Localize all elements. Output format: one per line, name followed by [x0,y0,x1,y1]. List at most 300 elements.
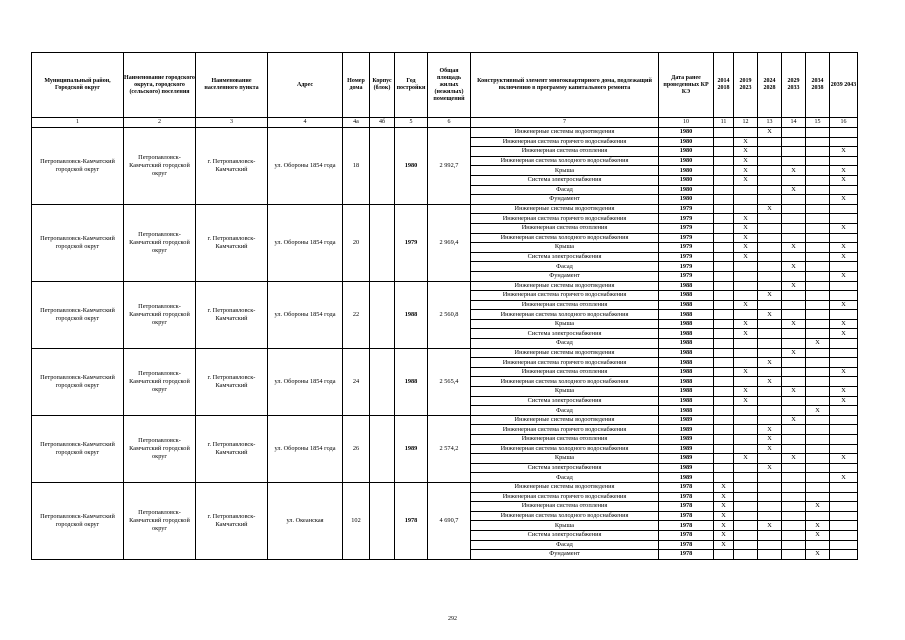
prev-repair-cell: 1978 [659,502,714,512]
period-mark-cell [714,156,734,166]
element-name-cell: Инженерная система холодного водоснабжения [471,444,659,454]
period-mark-cell [806,204,830,214]
year-cell: 1978 [395,482,428,559]
period-mark-cell [782,214,806,224]
period-mark-cell [782,377,806,387]
element-name-cell: Инженерные системы водоотведения [471,415,659,425]
period-mark-cell: X [830,195,858,205]
period-mark-cell [714,243,734,253]
header-period-2039: 2039 2043 [830,53,858,118]
period-mark-cell [830,550,858,560]
prev-repair-cell: 1989 [659,454,714,464]
period-mark-cell [782,492,806,502]
address-cell: ул. Обороны 1854 года [268,281,343,348]
period-mark-cell: X [734,166,758,176]
period-mark-cell [806,348,830,358]
period-mark-cell [714,463,734,473]
period-mark-cell: X [734,367,758,377]
area-cell: 2 992,7 [428,128,471,205]
period-mark-cell [714,233,734,243]
period-mark-cell [806,425,830,435]
period-mark-cell [734,281,758,291]
prev-repair-cell: 1989 [659,435,714,445]
building-cell [370,204,395,281]
period-mark-cell [714,175,734,185]
element-name-cell: Инженерные системы водоотведения [471,204,659,214]
period-mark-cell: X [758,310,782,320]
period-mark-cell: X [734,156,758,166]
period-mark-cell: X [734,319,758,329]
column-numbers-row [32,118,858,128]
period-mark-cell: X [734,137,758,147]
element-name-cell: Фундамент [471,195,659,205]
period-mark-cell [830,358,858,368]
period-mark-cell [758,166,782,176]
element-name-cell: Система электроснабжения [471,175,659,185]
period-mark-cell [806,243,830,253]
period-mark-cell [734,128,758,138]
period-mark-cell: X [830,454,858,464]
element-name-cell: Инженерная система отопления [471,367,659,377]
period-mark-cell: X [734,214,758,224]
capital-repair-table [31,52,858,560]
prev-repair-cell: 1989 [659,444,714,454]
period-mark-cell [758,271,782,281]
period-mark-cell [714,425,734,435]
element-name-cell: Крыша [471,243,659,253]
area-cell: 2 560,8 [428,281,471,348]
element-name-cell: Фундамент [471,550,659,560]
period-mark-cell [806,185,830,195]
period-mark-cell [782,473,806,483]
element-name-cell: Система электроснабжения [471,396,659,406]
period-mark-cell [758,223,782,233]
period-mark-cell [734,540,758,550]
period-mark-cell [734,530,758,540]
period-mark-cell: X [758,435,782,445]
prev-repair-cell: 1980 [659,128,714,138]
period-mark-cell [758,319,782,329]
district-cell: Петропавловск-Камчатский городской округ [32,482,124,559]
period-mark-cell: X [830,271,858,281]
element-name-cell: Система электроснабжения [471,252,659,262]
period-mark-cell [806,444,830,454]
period-mark-cell [830,415,858,425]
period-mark-cell [758,195,782,205]
period-mark-cell [714,147,734,157]
column-number: 15 [806,118,830,128]
settlement-cell: Петропавловск-Камчатский городской округ [124,482,196,559]
prev-repair-cell: 1988 [659,396,714,406]
period-mark-cell: X [734,329,758,339]
prev-repair-cell: 1980 [659,166,714,176]
period-mark-cell: X [830,147,858,157]
area-cell: 2 969,4 [428,204,471,281]
header-row [32,53,858,118]
period-mark-cell [830,137,858,147]
header-district: Муниципальный район, Городской округ [32,53,124,118]
period-mark-cell [714,291,734,301]
period-mark-cell [758,482,782,492]
prev-repair-cell: 1988 [659,358,714,368]
period-mark-cell [830,156,858,166]
year-cell: 1988 [395,281,428,348]
period-mark-cell [714,223,734,233]
period-mark-cell: X [734,175,758,185]
period-mark-cell: X [758,291,782,301]
period-mark-cell [734,406,758,416]
period-mark-cell [806,396,830,406]
header-period-2014: 2014 2018 [714,53,734,118]
period-mark-cell [758,214,782,224]
house-number-cell: 24 [343,348,370,415]
table-row [32,415,858,425]
period-mark-cell [806,492,830,502]
period-mark-cell [830,435,858,445]
period-mark-cell [782,367,806,377]
element-name-cell: Инженерная система горячего водоснабжения [471,137,659,147]
element-name-cell: Инженерная система холодного водоснабжения [471,511,659,521]
period-mark-cell: X [830,387,858,397]
locality-cell: г. Петропавловск-Камчатский [196,348,268,415]
period-mark-cell [758,348,782,358]
table-row [32,482,858,492]
period-mark-cell [714,319,734,329]
building-cell [370,415,395,482]
year-cell: 1979 [395,204,428,281]
house-number-cell: 18 [343,128,370,205]
settlement-cell: Петропавловск-Камчатский городской округ [124,281,196,348]
period-mark-cell [806,128,830,138]
period-mark-cell [806,214,830,224]
period-mark-cell [806,281,830,291]
element-name-cell: Инженерная система холодного водоснабжения [471,156,659,166]
prev-repair-cell: 1978 [659,550,714,560]
header-period-2024: 2024 2028 [758,53,782,118]
period-mark-cell [714,358,734,368]
period-mark-cell: X [734,233,758,243]
period-mark-cell [806,358,830,368]
period-mark-cell [734,482,758,492]
period-mark-cell [806,156,830,166]
column-number: 3 [196,118,268,128]
house-number-cell: 26 [343,415,370,482]
period-mark-cell [782,339,806,349]
period-mark-cell [806,377,830,387]
period-mark-cell [806,435,830,445]
column-number: 2 [124,118,196,128]
period-mark-cell [758,387,782,397]
period-mark-cell [782,128,806,138]
period-mark-cell [806,166,830,176]
element-name-cell: Система электроснабжения [471,463,659,473]
year-cell: 1988 [395,348,428,415]
column-number: 13 [758,118,782,128]
period-mark-cell [830,444,858,454]
period-mark-cell [806,463,830,473]
period-mark-cell [758,530,782,540]
address-cell: ул. Обороны 1854 года [268,348,343,415]
period-mark-cell: X [782,166,806,176]
period-mark-cell [714,454,734,464]
element-name-cell: Инженерная система отопления [471,223,659,233]
period-mark-cell: X [758,358,782,368]
period-mark-cell: X [714,492,734,502]
period-mark-cell [734,502,758,512]
period-mark-cell [830,339,858,349]
period-mark-cell [714,271,734,281]
prev-repair-cell: 1988 [659,310,714,320]
locality-cell: г. Петропавловск-Камчатский [196,281,268,348]
period-mark-cell [734,310,758,320]
period-mark-cell [714,348,734,358]
period-mark-cell: X [734,147,758,157]
period-mark-cell [782,147,806,157]
period-mark-cell: X [758,444,782,454]
period-mark-cell [714,195,734,205]
element-name-cell: Фундамент [471,271,659,281]
header-locality: Наименование населенного пункта [196,53,268,118]
period-mark-cell [758,300,782,310]
building-cell [370,128,395,205]
element-name-cell: Инженерная система горячего водоснабжения [471,358,659,368]
address-cell: ул. Обороны 1854 года [268,128,343,205]
element-name-cell: Фасад [471,406,659,416]
locality-cell: г. Петропавловск-Камчатский [196,128,268,205]
period-mark-cell: X [830,243,858,253]
period-mark-cell [782,175,806,185]
period-mark-cell [758,502,782,512]
period-mark-cell [830,406,858,416]
element-name-cell: Инженерная система отопления [471,502,659,512]
period-mark-cell [734,195,758,205]
period-mark-cell [758,147,782,157]
period-mark-cell [806,415,830,425]
period-mark-cell: X [830,473,858,483]
period-mark-cell: X [782,281,806,291]
period-mark-cell [734,358,758,368]
prev-repair-cell: 1979 [659,233,714,243]
period-mark-cell [758,329,782,339]
period-mark-cell [758,339,782,349]
element-name-cell: Крыша [471,387,659,397]
period-mark-cell: X [734,300,758,310]
period-mark-cell: X [714,502,734,512]
header-prev-repair: Дата ранее проведенных КР КЭ [659,53,714,118]
period-mark-cell [806,300,830,310]
period-mark-cell [782,300,806,310]
element-name-cell: Инженерная система холодного водоснабжения [471,233,659,243]
column-number: 12 [734,118,758,128]
period-mark-cell [734,444,758,454]
building-cell [370,348,395,415]
period-mark-cell [758,367,782,377]
period-mark-cell [806,195,830,205]
address-cell: ул. Обороны 1854 года [268,415,343,482]
period-mark-cell [734,262,758,272]
period-mark-cell [806,233,830,243]
period-mark-cell [782,156,806,166]
period-mark-cell [830,492,858,502]
district-cell: Петропавловск-Камчатский городской округ [32,348,124,415]
header-settlement: Наименование городского округа, городского (сельского) поселения [124,53,196,118]
period-mark-cell [714,310,734,320]
period-mark-cell: X [734,387,758,397]
period-mark-cell: X [734,223,758,233]
prev-repair-cell: 1980 [659,156,714,166]
period-mark-cell: X [830,223,858,233]
period-mark-cell [830,233,858,243]
period-mark-cell [734,204,758,214]
period-mark-cell [714,444,734,454]
column-number: 10 [659,118,714,128]
period-mark-cell [758,473,782,483]
period-mark-cell [734,435,758,445]
period-mark-cell [714,166,734,176]
prev-repair-cell: 1979 [659,243,714,253]
period-mark-cell [714,415,734,425]
address-cell: ул. Океанская [268,482,343,559]
period-mark-cell: X [714,511,734,521]
element-name-cell: Инженерная система холодного водоснабжения [471,310,659,320]
element-name-cell: Крыша [471,521,659,531]
header-element: Конструктивный элемент многоквартирного дома, подлежащий включению в программу капитального ремонта [471,53,659,118]
period-mark-cell [734,521,758,531]
period-mark-cell: X [734,396,758,406]
year-cell: 1980 [395,128,428,205]
prev-repair-cell: 1989 [659,425,714,435]
period-mark-cell [830,262,858,272]
header-address: Адрес [268,53,343,118]
column-number: 14 [782,118,806,128]
period-mark-cell [830,281,858,291]
prev-repair-cell: 1980 [659,147,714,157]
table-row [32,348,858,358]
element-name-cell: Фасад [471,339,659,349]
element-name-cell: Фасад [471,473,659,483]
element-name-cell: Фасад [471,262,659,272]
period-mark-cell [782,502,806,512]
period-mark-cell: X [806,521,830,531]
page-number: 292 [448,616,457,622]
period-mark-cell [806,387,830,397]
period-mark-cell [758,540,782,550]
prev-repair-cell: 1988 [659,319,714,329]
period-mark-cell [714,339,734,349]
period-mark-cell [734,348,758,358]
prev-repair-cell: 1978 [659,492,714,502]
period-mark-cell: X [806,406,830,416]
period-mark-cell [782,396,806,406]
period-mark-cell: X [830,252,858,262]
area-cell: 2 574,2 [428,415,471,482]
element-name-cell: Инженерные системы водоотведения [471,482,659,492]
column-number: 7 [471,118,659,128]
period-mark-cell [758,233,782,243]
period-mark-cell [734,339,758,349]
header-period-2029: 2029 2033 [782,53,806,118]
period-mark-cell: X [714,530,734,540]
period-mark-cell [806,511,830,521]
district-cell: Петропавловск-Камчатский городской округ [32,128,124,205]
period-mark-cell [782,425,806,435]
element-name-cell: Инженерные системы водоотведения [471,128,659,138]
building-cell [370,482,395,559]
period-mark-cell [734,425,758,435]
period-mark-cell [782,406,806,416]
header-area: Общая площадь жилых (нежилых) помещений [428,53,471,118]
period-mark-cell [782,463,806,473]
period-mark-cell [734,492,758,502]
period-mark-cell [714,300,734,310]
period-mark-cell [830,348,858,358]
element-name-cell: Инженерная система холодного водоснабжения [471,377,659,387]
locality-cell: г. Петропавловск-Камчатский [196,415,268,482]
element-name-cell: Крыша [471,166,659,176]
table-row [32,204,858,214]
prev-repair-cell: 1988 [659,377,714,387]
house-number-cell: 22 [343,281,370,348]
prev-repair-cell: 1979 [659,252,714,262]
period-mark-cell [758,511,782,521]
element-name-cell: Система электроснабжения [471,530,659,540]
prev-repair-cell: 1978 [659,530,714,540]
prev-repair-cell: 1979 [659,204,714,214]
year-cell: 1989 [395,415,428,482]
period-mark-cell [758,252,782,262]
period-mark-cell [758,396,782,406]
locality-cell: г. Петропавловск-Камчатский [196,204,268,281]
period-mark-cell [830,310,858,320]
period-mark-cell [806,223,830,233]
element-name-cell: Фасад [471,185,659,195]
period-mark-cell [782,530,806,540]
header-period-2034: 2034 2038 [806,53,830,118]
address-cell: ул. Обороны 1854 года [268,204,343,281]
period-mark-cell [782,550,806,560]
period-mark-cell [782,137,806,147]
period-mark-cell [830,540,858,550]
period-mark-cell [806,319,830,329]
element-name-cell: Инженерная система отопления [471,435,659,445]
period-mark-cell: X [758,425,782,435]
header-house-number: Номер дома [343,53,370,118]
period-mark-cell [806,482,830,492]
period-mark-cell: X [830,319,858,329]
period-mark-cell [830,291,858,301]
settlement-cell: Петропавловск-Камчатский городской округ [124,204,196,281]
district-cell: Петропавловск-Камчатский городской округ [32,204,124,281]
period-mark-cell [714,367,734,377]
period-mark-cell [782,223,806,233]
building-cell [370,281,395,348]
period-mark-cell [714,387,734,397]
period-mark-cell [830,377,858,387]
element-name-cell: Инженерные системы водоотведения [471,281,659,291]
period-mark-cell: X [714,521,734,531]
prev-repair-cell: 1988 [659,291,714,301]
house-number-cell: 102 [343,482,370,559]
column-number: 11 [714,118,734,128]
period-mark-cell: X [782,319,806,329]
period-mark-cell [734,415,758,425]
period-mark-cell [782,511,806,521]
settlement-cell: Петропавловск-Камчатский городской округ [124,348,196,415]
period-mark-cell [758,175,782,185]
period-mark-cell: X [782,262,806,272]
element-name-cell: Инженерная система горячего водоснабжения [471,214,659,224]
period-mark-cell [830,128,858,138]
